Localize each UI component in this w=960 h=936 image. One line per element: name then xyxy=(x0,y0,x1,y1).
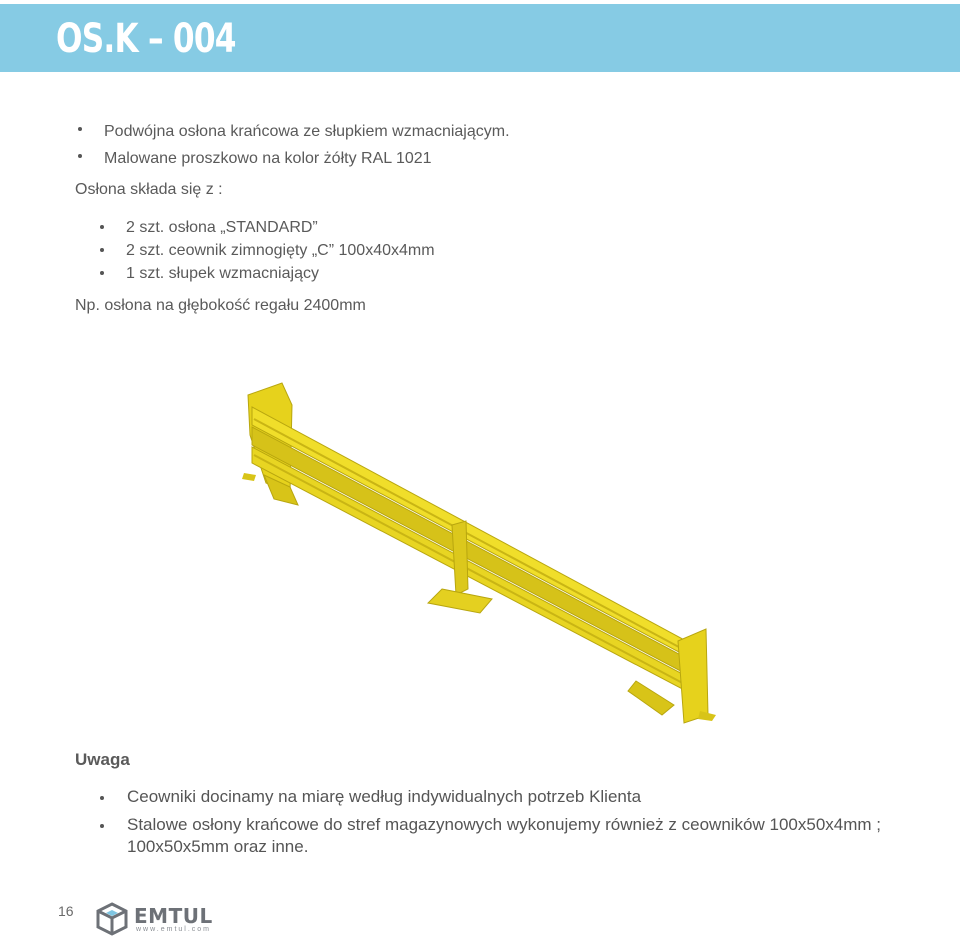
cube-logo-icon xyxy=(96,902,128,936)
list-item xyxy=(126,216,435,239)
example-text: Np. osłona na głębokość regału 2400mm xyxy=(75,297,366,314)
bullet-icon xyxy=(100,225,104,229)
component-text: 1 szt. słupek wzmacniający xyxy=(126,265,319,282)
list-item xyxy=(127,786,937,808)
logo-text: EMTUL xyxy=(134,904,213,928)
intro-text: Malowane proszkowo na kolor żółty RAL 1021 xyxy=(104,150,432,167)
bullet-icon xyxy=(100,796,104,800)
list-item xyxy=(126,239,435,262)
list-item xyxy=(104,145,510,172)
emtul-logo xyxy=(96,902,226,936)
left-small-foot xyxy=(242,473,256,481)
composition-label: Osłona składa się z : xyxy=(75,181,223,198)
right-end-guard xyxy=(678,629,708,723)
note-text: Ceowniki docinamy na miarę według indywidualnych potrzeb Klienta xyxy=(127,787,642,806)
guard-rail-image xyxy=(230,375,730,745)
intro-text: Podwójna osłona krańcowa ze słupkiem wzmacniającym. xyxy=(104,123,510,140)
bullet-icon xyxy=(100,271,104,275)
note-heading: Uwaga xyxy=(75,750,130,769)
right-foot xyxy=(628,681,674,715)
bullet-icon xyxy=(100,824,104,828)
rail-beam-top xyxy=(252,407,692,659)
middle-post xyxy=(452,521,468,595)
list-item xyxy=(126,262,435,285)
bullet-icon xyxy=(78,127,82,131)
bullet-icon xyxy=(100,248,104,252)
component-text: 2 szt. ceownik zimnogięty „C” 100x40x4mm xyxy=(126,242,435,259)
intro-list xyxy=(104,118,510,172)
list-item xyxy=(104,118,510,145)
rail-beam-middle xyxy=(252,427,692,677)
composition-list xyxy=(126,216,435,285)
note-text: Stalowe osłony krańcowe do stref magazynowych wykonujemy również z ceowników 100x50x4mm ; 100x50x5mm oraz inne. xyxy=(127,815,882,856)
list-item xyxy=(127,814,937,858)
component-text: 2 szt. osłona „STANDARD” xyxy=(126,219,318,236)
logo-url: www.emtul.com xyxy=(136,926,212,933)
note-list xyxy=(127,786,937,864)
page-title: OS.K – 004 xyxy=(56,16,236,62)
middle-post-foot xyxy=(428,589,492,613)
page-number: 16 xyxy=(58,903,74,919)
bullet-icon xyxy=(78,154,82,158)
